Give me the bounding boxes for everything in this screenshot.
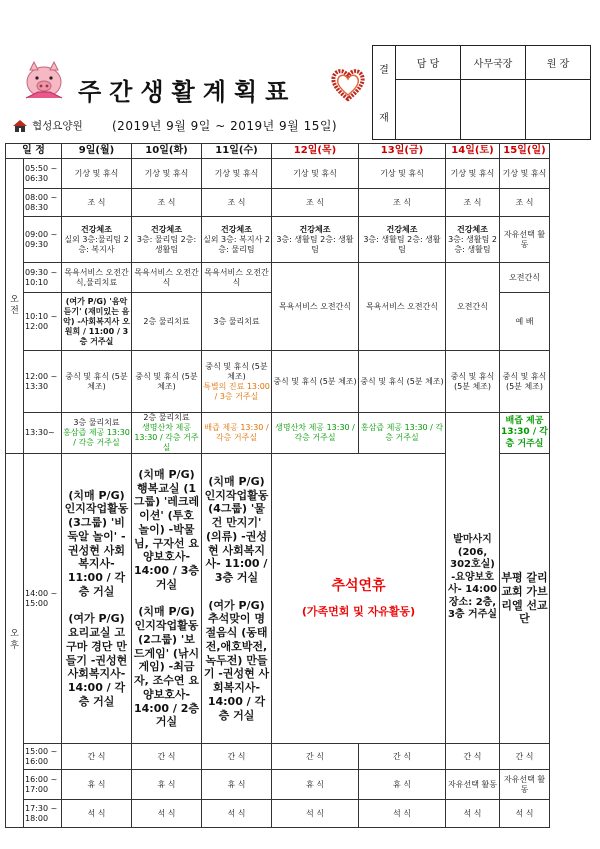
cell: 목욕서비스 오전간식	[272, 263, 359, 351]
page-title: 주간생활계획표	[78, 78, 297, 106]
cell: 조 식	[272, 189, 359, 217]
approval-box	[372, 45, 591, 140]
cell: 기상 및 휴식	[132, 159, 202, 189]
cell: (치매 P/G) 인지작업활동 (4그룹) '물건 만지기' (의류) -권성현 사회복지사- 11:00 / 3층 거실 (여가 P/G) 추석맞이 명절음식 (동태전,애호박전, 녹두전) 만들기 -권성현 사회복지사- 14:00 / 각층 거실	[202, 454, 272, 744]
cell: 조 식	[62, 189, 132, 217]
approval-col-staff: 담 당	[396, 46, 461, 80]
approval-sign-staff[interactable]	[396, 80, 461, 140]
cell: 목욕서비스 오전간식	[132, 263, 202, 293]
cell: 휴 식	[132, 770, 202, 800]
cell: 간 식	[62, 744, 132, 770]
approval-sign-manager[interactable]	[461, 80, 526, 140]
cell: 배즙 제공 13:30 / 각층 거주실	[202, 413, 272, 454]
cell: 간 식	[500, 744, 550, 770]
day-sun: 15일(일)	[500, 144, 550, 159]
cell: 조 식	[500, 189, 550, 217]
time-1010: 10:10 ~ 12:00	[24, 293, 62, 351]
cell: 석 식	[132, 800, 202, 828]
cell: 중식 및 휴식 (5분 체조)	[500, 351, 550, 413]
day-wed: 11일(수)	[202, 144, 272, 159]
cell: 2층 물리치료	[132, 293, 202, 351]
cell: 건강체조 실외 3층: 복지사 2층: 물리팀	[202, 217, 272, 263]
approval-col-manager: 사무국장	[461, 46, 526, 80]
time-1500: 15:00 ~ 16:00	[24, 744, 62, 770]
cell: 중식 및 휴식 (5분 체조) 특별의 진료 13:00 / 3층 거주실	[202, 351, 272, 413]
cell: 석 식	[359, 800, 446, 828]
cell: 건강체조 3층: 생활팀 2층: 생활팀	[272, 217, 359, 263]
day-sat: 14일(토)	[446, 144, 500, 159]
cell: 중식 및 휴식 (5분 체조)	[359, 351, 446, 413]
cell: 발마사지(206, 302호실) -요양보호사- 14:00 장소: 2층, 3층 거주실	[446, 413, 500, 744]
cell: 석 식	[272, 800, 359, 828]
cell: 자유선택 활동	[500, 770, 550, 800]
cell: 자유선택 활동	[500, 217, 550, 263]
cell: 중식 및 휴식 (5분 체조)	[272, 351, 359, 413]
cell: 건강체조 3층: 생활팀 2층: 생활팀	[446, 217, 500, 263]
cell: 기상 및 휴식	[202, 159, 272, 189]
day-mon: 9일(월)	[62, 144, 132, 159]
cell: 휴 식	[202, 770, 272, 800]
cell: 2층 물리치료 생명산차 제공 13:30 / 각층 거주실	[132, 413, 202, 454]
heart-wreath-icon	[330, 66, 366, 102]
time-1400: 14:00 ~ 15:00	[24, 454, 62, 744]
time-1330: 13:30~	[24, 413, 62, 454]
house-logo-icon	[12, 119, 28, 133]
cell: 간 식	[202, 744, 272, 770]
time-1600: 16:00 ~ 17:00	[24, 770, 62, 800]
cell: 기상 및 휴식	[446, 159, 500, 189]
cell: 부평 갈리 교회 가브 리엘 선교단	[500, 454, 550, 744]
cell: 자유선택 활동	[446, 770, 500, 800]
cell: 목욕서비스 오전간식	[359, 263, 446, 351]
cell: 기상 및 휴식	[500, 159, 550, 189]
cell: 오전간식	[500, 263, 550, 293]
cell: 석 식	[202, 800, 272, 828]
cell: 중식 및 휴식 (5분 체조)	[62, 351, 132, 413]
cell: 조 식	[446, 189, 500, 217]
time-1200: 12:00 ~ 13:30	[24, 351, 62, 413]
time-0930: 09:30 ~ 10:10	[24, 263, 62, 293]
cell: 생명산차 제공 13:30 / 각층 거주실	[272, 413, 359, 454]
cell: 석 식	[500, 800, 550, 828]
cell: 간 식	[272, 744, 359, 770]
cell: 목욕서비스 오전간식	[202, 263, 272, 293]
pig-mascot-icon	[20, 60, 68, 104]
cell: 휴 식	[62, 770, 132, 800]
cell: 중식 및 휴식 (5분 체조)	[132, 351, 202, 413]
cell: 기상 및 휴식	[359, 159, 446, 189]
day-thu: 12일(목)	[272, 144, 359, 159]
cell: (여가 P/G) '음악 듣기' (재미있는 음악) -사회복지사 오원희 / 11:00 / 3층 거주실	[62, 293, 132, 351]
header-date: 일 정	[6, 144, 62, 159]
cell: (치매 P/G) 인지작업활동(3그룹) '비둑알 놀이' -권성현 사회복지사- 11:00 / 각층 거실 (여가 P/G) 요리교실 고구마 경단 만들기 -권성현 사회복지사- 14:00 / 각층 거실	[62, 454, 132, 744]
cell: (치매 P/G) 행복교실 (1그룹) '레크레이션' (투호 놀이) -박물님, 구자선 요양보호사- 14:00 / 3층 거실 (치매 P/G) 인지작업활동 (2그룹) '보드게임' (낚시게임) -최금자, 조수연 요양보호사- 14:00 / 2층 거실	[132, 454, 202, 744]
day-fri: 13일(금)	[359, 144, 446, 159]
time-0550: 05:50 ~ 06:30	[24, 159, 62, 189]
cell: 석 식	[62, 800, 132, 828]
cell: 기상 및 휴식	[62, 159, 132, 189]
cell: 건강체조 3층: 물리팀 2층: 생활팀	[132, 217, 202, 263]
weekly-schedule-table	[5, 143, 550, 828]
cell: 조 식	[359, 189, 446, 217]
cell: 홍삼즙 제공 13:30 / 각층 거주실	[359, 413, 446, 454]
day-tue: 10일(화)	[132, 144, 202, 159]
time-0900: 09:00 ~ 09:30	[24, 217, 62, 263]
approval-side-label: 결 재	[373, 46, 396, 140]
cell: 건강체조 3층: 생활팀 2층: 생활팀	[359, 217, 446, 263]
cell: 3층 물리치료	[202, 293, 272, 351]
approval-col-director: 원 장	[526, 46, 591, 80]
date-range: (2019년 9월 9일 ~ 2019년 9월 15일)	[112, 119, 338, 133]
period-pm: 오 후	[6, 454, 24, 828]
period-am: 오 전	[6, 159, 24, 454]
cell: 간 식	[132, 744, 202, 770]
cell: 휴 식	[272, 770, 359, 800]
cell: 휴 식	[359, 770, 446, 800]
cell: 기상 및 휴식	[272, 159, 359, 189]
org-name: 협성요양원	[32, 120, 83, 132]
cell: 중식 및 휴식 (5분 체조)	[446, 351, 500, 413]
cell: 예 배	[500, 293, 550, 351]
cell: 석 식	[446, 800, 500, 828]
approval-sign-director[interactable]	[526, 80, 591, 140]
cell: 3층 물리치료 홍삼즙 제공 13:30 / 각층 거주실	[62, 413, 132, 454]
cell: 건강체조 실외 3층:물리팀 2층: 복지사	[62, 217, 132, 263]
cell: 간 식	[359, 744, 446, 770]
cell: 간 식	[446, 744, 500, 770]
holiday-cell: 추석연휴 (가족면회 및 자유활동)	[272, 454, 446, 744]
cell: 배즙 제공 13:30 / 각층 거주실	[500, 413, 550, 454]
time-1730: 17:30 ~ 18:00	[24, 800, 62, 828]
cell: 조 식	[132, 189, 202, 217]
cell: 목욕서비스 오전간식,물리치료	[62, 263, 132, 293]
cell: 오전간식	[446, 263, 500, 351]
time-0800: 08:00 ~ 08:30	[24, 189, 62, 217]
cell: 조 식	[202, 189, 272, 217]
